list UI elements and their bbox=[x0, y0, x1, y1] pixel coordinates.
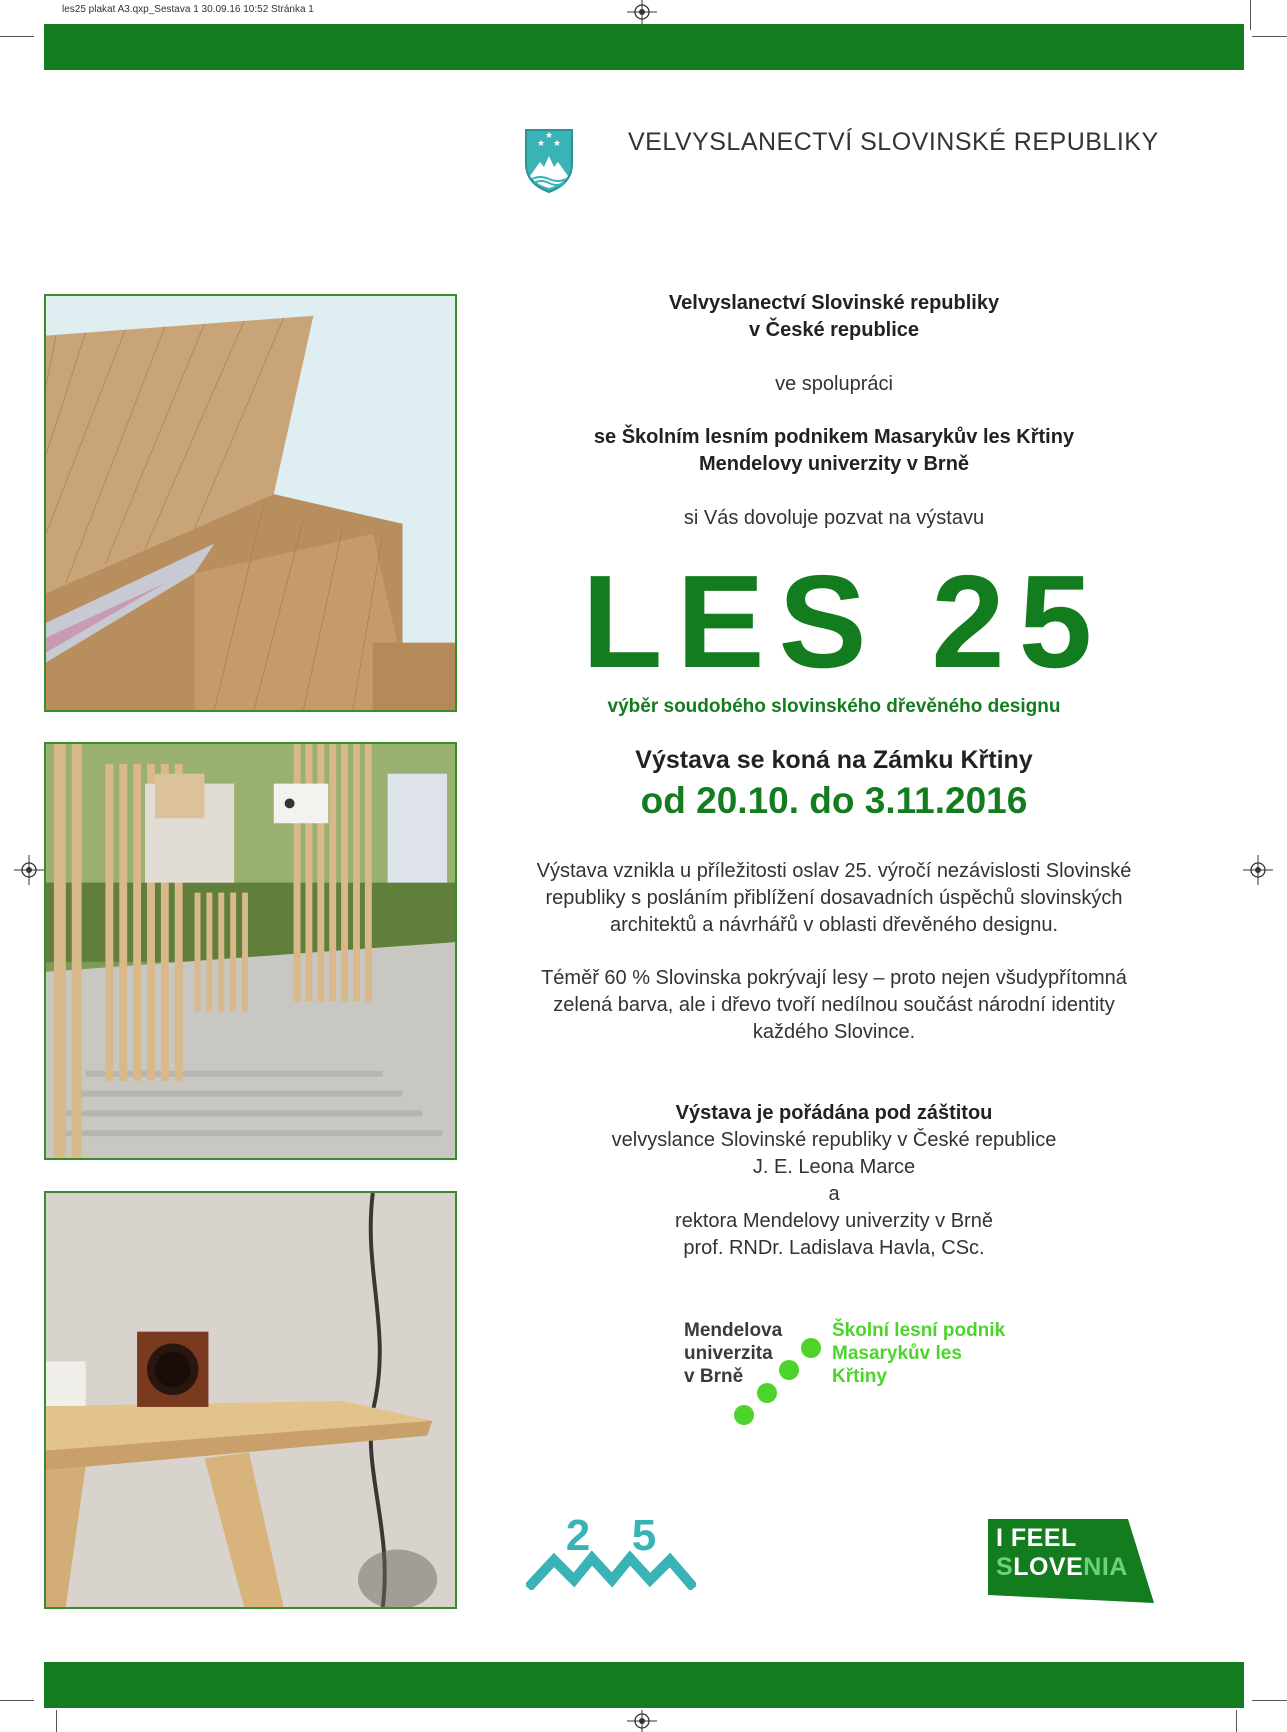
patronage-line: velvyslance Slovinské republiky v České republice bbox=[611, 1129, 1057, 1151]
patronage-line: a bbox=[828, 1183, 840, 1205]
top-green-bar bbox=[44, 24, 1244, 70]
skolni-lesni-podnik-logo-text bbox=[832, 1319, 1005, 1388]
anniversary-digit-5: 5 bbox=[631, 1511, 657, 1560]
ifeel-line-1: I FEEL bbox=[996, 1524, 1077, 1552]
skolni-line: Křtiny bbox=[832, 1366, 887, 1387]
description-paragraph-1 bbox=[500, 858, 1168, 939]
description-line: republiky s posláním přiblížení dosavadních úspěchů slovinských bbox=[545, 887, 1123, 909]
photo-wooden-pavilion bbox=[44, 294, 457, 712]
mendel-university-logo-text bbox=[684, 1319, 782, 1388]
green-dot-icon bbox=[779, 1360, 799, 1380]
photo-exhibition-stands bbox=[44, 742, 457, 1160]
description-line: zelená barva, ale i dřevo tvoří nedílnou součást národní identity bbox=[553, 994, 1115, 1016]
crop-mark bbox=[1236, 1710, 1237, 1732]
skolni-line: Školní lesní podnik bbox=[832, 1320, 1006, 1341]
patronage-line: rektora Mendelovy univerzity v Brně bbox=[675, 1210, 993, 1232]
crop-mark bbox=[1250, 0, 1251, 30]
invitation-block bbox=[500, 290, 1168, 344]
registration-mark-icon bbox=[627, 1710, 657, 1732]
exhibition-dates: od 20.10. do 3.11.2016 bbox=[640, 780, 1028, 821]
crop-mark bbox=[0, 1700, 34, 1701]
slovenia-coat-of-arms-icon bbox=[522, 126, 576, 194]
crop-mark bbox=[56, 1710, 57, 1732]
green-dot-icon bbox=[801, 1338, 821, 1358]
host-line-2: v České republice bbox=[748, 319, 920, 341]
crop-mark bbox=[1252, 36, 1287, 37]
crop-mark bbox=[1252, 1700, 1287, 1701]
registration-mark-icon bbox=[627, 0, 657, 24]
registration-mark-icon bbox=[14, 855, 44, 885]
patronage-line: prof. RNDr. Ladislava Havla, CSc. bbox=[683, 1237, 985, 1259]
exhibition-subtitle: výběr soudobého slovinského dřevěného designu bbox=[607, 696, 1061, 717]
mendel-line: univerzita bbox=[684, 1343, 773, 1364]
description-line: architektů a návrhářů v oblasti dřevěného designu. bbox=[609, 914, 1059, 936]
patronage-heading: Výstava je pořádána pod záštitou bbox=[675, 1102, 993, 1124]
anniversary-digit-2: 2 bbox=[565, 1511, 591, 1560]
mendel-line: v Brně bbox=[684, 1366, 744, 1387]
green-dot-icon bbox=[757, 1383, 777, 1403]
patronage-block bbox=[500, 1100, 1168, 1262]
anniversary-25-logo bbox=[526, 1500, 696, 1590]
invite-text: si Vás dovoluje pozvat na výstavu bbox=[683, 507, 985, 529]
coop-text: ve spolupráci bbox=[775, 373, 893, 395]
exhibition-venue: Výstava se koná na Zámku Křtiny bbox=[635, 746, 1033, 774]
description-paragraph-2 bbox=[500, 965, 1168, 1046]
ifeel-s: S bbox=[996, 1553, 1014, 1581]
host-line-1: Velvyslanectví Slovinské republiky bbox=[668, 292, 1000, 314]
mendel-line: Mendelova bbox=[684, 1320, 783, 1341]
patronage-line: J. E. Leona Marce bbox=[752, 1156, 916, 1178]
svg-text:★: ★ bbox=[536, 139, 546, 149]
ifeel-nia: NIA bbox=[1083, 1553, 1128, 1581]
partner-line-1: se Školním lesním podnikem Masarykův les Křtiny bbox=[593, 426, 1075, 448]
description-line: Téměř 60 % Slovinska pokrývají lesy – proto nejen všudypřítomná bbox=[541, 967, 1127, 989]
photo-wooden-table bbox=[44, 1191, 457, 1609]
print-slug-line: les25 plakat A3.qxp_Sestava 1 30.09.16 10:52 Stránka 1 bbox=[62, 4, 314, 15]
registration-mark-icon bbox=[1243, 855, 1273, 885]
crop-mark bbox=[0, 36, 34, 37]
bottom-green-bar bbox=[44, 1662, 1244, 1708]
ifeel-love: LOVE bbox=[1013, 1553, 1084, 1581]
embassy-title: VELVYSLANECTVÍ SLOVINSKÉ REPUBLIKY bbox=[628, 128, 1159, 156]
green-dot-icon bbox=[734, 1405, 754, 1425]
svg-text:★: ★ bbox=[552, 139, 562, 149]
partner-block bbox=[500, 424, 1168, 478]
partner-line-2: Mendelovy univerzity v Brně bbox=[698, 453, 970, 475]
svg-text:★: ★ bbox=[544, 131, 554, 141]
description-line: každého Slovince. bbox=[752, 1021, 916, 1043]
description-line: Výstava vznikla u příležitosti oslav 25. výročí nezávislosti Slovinské bbox=[536, 860, 1132, 882]
ifeel-line-2 bbox=[996, 1553, 1128, 1582]
skolni-line: Masarykův les bbox=[832, 1343, 962, 1364]
exhibition-title: LES 25 bbox=[581, 548, 1107, 695]
